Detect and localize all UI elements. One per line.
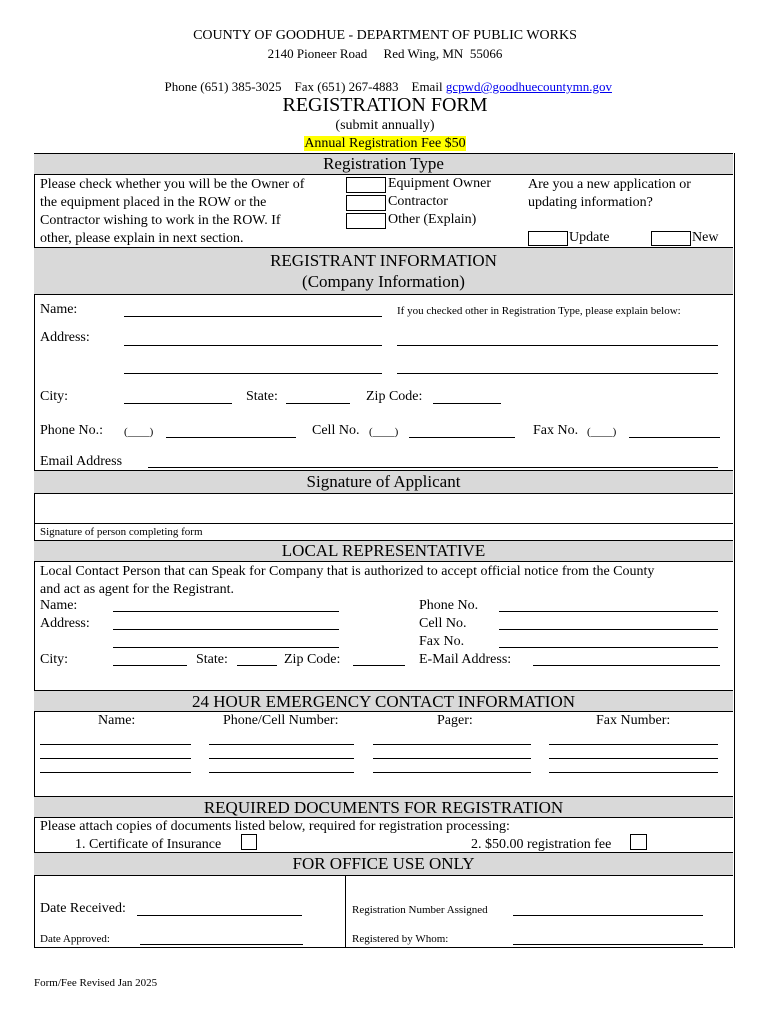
emergency-pager-field[interactable] <box>373 772 531 773</box>
emergency-fax-field[interactable] <box>549 758 718 759</box>
rep-zip-label: Zip Code: <box>284 652 341 667</box>
rep-address-label: Address: <box>40 616 90 631</box>
instruction-line: Please check whether you will be the Owner of <box>40 177 305 192</box>
date-approved-label: Date Approved: <box>40 933 110 945</box>
certificate-label: 1. Certificate of Insurance <box>75 837 222 852</box>
office-header <box>34 852 733 876</box>
org-name: COUNTY OF GOODHUE - DEPARTMENT OF PUBLIC WORKS <box>193 28 577 43</box>
emergency-pager-field[interactable] <box>373 744 531 745</box>
application-question <box>528 176 691 212</box>
date-received-field[interactable] <box>137 915 302 916</box>
instruction-line: the equipment placed in the ROW or the <box>40 195 267 210</box>
revision-note: Form/Fee Revised Jan 2025 <box>34 977 158 989</box>
registrant-name-field[interactable] <box>124 316 382 317</box>
contractor-checkbox[interactable] <box>346 195 386 211</box>
contractor-label: Contractor <box>388 194 448 209</box>
rep-city-field[interactable] <box>113 665 187 666</box>
emergency-col-phone: Phone/Cell Number: <box>223 713 339 728</box>
rep-state-label: State: <box>196 652 228 667</box>
other-explain-field-2[interactable] <box>397 373 718 374</box>
phone-area-code: (____) <box>124 426 154 438</box>
registration-type-header <box>34 153 733 175</box>
office-title: FOR OFFICE USE ONLY <box>292 854 475 873</box>
rep-phone-label: Phone No. <box>419 598 479 613</box>
emergency-phone-field[interactable] <box>209 758 354 759</box>
local-rep-title: LOCAL REPRESENTATIVE <box>281 541 486 560</box>
signature-title: Signature of Applicant <box>306 472 461 491</box>
new-label: New <box>692 230 719 245</box>
registrant-address-label: Address: <box>40 330 90 345</box>
registration-number-label: Registration Number Assigned <box>352 904 488 916</box>
registrant-cell-label: Cell No. <box>312 423 360 438</box>
signature-header <box>34 470 733 494</box>
registrant-name-label: Name: <box>40 302 78 317</box>
fee-label: 2. $50.00 registration fee <box>471 837 612 852</box>
emergency-title: 24 HOUR EMERGENCY CONTACT INFORMATION <box>191 692 576 711</box>
description-line: and act as agent for the Registrant. <box>40 582 234 597</box>
registrant-email-label: Email Address <box>40 454 123 469</box>
local-rep-description <box>40 563 654 599</box>
question-line: updating information? <box>528 195 653 210</box>
office-divider <box>345 875 346 948</box>
registrant-subtitle: (Company Information) <box>302 272 465 291</box>
emergency-phone-field[interactable] <box>209 744 354 745</box>
emergency-header <box>34 690 733 712</box>
registrant-phone-label: Phone No.: <box>40 423 103 438</box>
local-rep-header <box>34 540 733 562</box>
rep-city-label: City: <box>40 652 69 667</box>
emergency-col-pager: Pager: <box>437 713 473 728</box>
documents-header <box>34 796 733 818</box>
registrant-city-field[interactable] <box>124 403 232 404</box>
registrant-city-label: City: <box>40 389 69 404</box>
documents-instruction: Please attach copies of documents listed below, required for registration processing: <box>40 819 510 834</box>
other-explain-field[interactable] <box>397 345 718 346</box>
other-explain-note: If you checked other in Registration Type, please explain below: <box>397 305 681 317</box>
emergency-col-name: Name: <box>98 713 136 728</box>
rep-zip-field[interactable] <box>353 665 405 666</box>
equipment-owner-label: Equipment Owner <box>388 176 492 191</box>
certificate-checkbox[interactable] <box>241 834 257 850</box>
fee-checkbox[interactable] <box>630 834 647 850</box>
rep-name-field[interactable] <box>113 611 339 612</box>
instruction-line: other, please explain in next section. <box>40 231 244 246</box>
registered-by-field[interactable] <box>513 944 703 945</box>
form-bottom-border <box>34 947 733 948</box>
org-contact <box>0 63 770 95</box>
fee-note <box>0 136 770 152</box>
rep-cell-label: Cell No. <box>419 616 467 631</box>
rep-fax-label: Fax No. <box>419 634 465 649</box>
rep-fax-field[interactable] <box>499 647 718 648</box>
update-label: Update <box>569 230 610 245</box>
rep-name-label: Name: <box>40 598 78 613</box>
emergency-name-field[interactable] <box>40 758 191 759</box>
registration-number-field[interactable] <box>513 915 703 916</box>
page-title: REGISTRATION FORM <box>282 94 488 116</box>
registrant-title: REGISTRANT INFORMATION <box>270 251 497 270</box>
new-checkbox[interactable] <box>651 231 691 246</box>
registrant-header <box>34 247 733 295</box>
registrant-fax-field[interactable] <box>629 437 720 438</box>
other-label: Other (Explain) <box>388 212 477 227</box>
rep-email-label: E-Mail Address: <box>419 652 512 667</box>
contact-text: Phone (651) 385-3025 Fax (651) 267-4883 Email <box>164 79 446 94</box>
documents-title: REQUIRED DOCUMENTS FOR REGISTRATION <box>203 798 564 817</box>
registrant-zip-label: Zip Code: <box>366 389 423 404</box>
registrant-fax-label: Fax No. <box>533 423 579 438</box>
date-received-label: Date Received: <box>40 901 126 916</box>
emergency-name-field[interactable] <box>40 744 191 745</box>
registered-by-label: Registered by Whom: <box>352 933 449 945</box>
registrant-state-label: State: <box>246 389 278 404</box>
rep-state-field[interactable] <box>237 665 277 666</box>
emergency-pager-field[interactable] <box>373 758 531 759</box>
fax-area-code: (____) <box>587 426 617 438</box>
emergency-fax-field[interactable] <box>549 744 718 745</box>
emergency-phone-field[interactable] <box>209 772 354 773</box>
equipment-owner-checkbox[interactable] <box>346 177 386 193</box>
emergency-name-field[interactable] <box>40 772 191 773</box>
date-approved-field[interactable] <box>140 944 303 945</box>
registrant-phone-field[interactable] <box>166 437 296 438</box>
emergency-col-fax: Fax Number: <box>596 713 671 728</box>
registrant-cell-field[interactable] <box>409 437 515 438</box>
signature-field[interactable] <box>34 523 733 524</box>
description-line: Local Contact Person that can Speak for Company that is authorized to accept official notice from the County <box>40 564 655 579</box>
cell-area-code: (____) <box>369 426 399 438</box>
rep-email-field[interactable] <box>533 665 720 666</box>
signature-caption: Signature of person completing form <box>40 526 203 538</box>
registration-instruction <box>40 176 304 248</box>
fee-highlight: Annual Registration Fee $50 <box>304 136 466 151</box>
page-subtitle: (submit annually) <box>335 118 435 133</box>
registration-type-title: Registration Type <box>323 154 444 173</box>
rep-address-field-2[interactable] <box>113 647 339 648</box>
registrant-zip-field[interactable] <box>433 403 501 404</box>
email-link[interactable]: gcpwd@goodhuecountymn.gov <box>445 79 612 94</box>
rep-address-field[interactable] <box>113 629 339 630</box>
registrant-address-field-2[interactable] <box>124 373 382 374</box>
registrant-email-field[interactable] <box>148 467 718 468</box>
other-checkbox[interactable] <box>346 213 386 229</box>
instruction-line: Contractor wishing to work in the ROW. If <box>40 213 281 228</box>
update-checkbox[interactable] <box>528 231 568 246</box>
registrant-state-field[interactable] <box>286 403 350 404</box>
rep-phone-field[interactable] <box>499 611 718 612</box>
rep-cell-field[interactable] <box>499 629 718 630</box>
question-line: Are you a new application or <box>528 177 691 192</box>
registrant-address-field[interactable] <box>124 345 382 346</box>
emergency-fax-field[interactable] <box>549 772 718 773</box>
org-address: 2140 Pioneer Road Red Wing, MN 55066 <box>267 46 503 61</box>
